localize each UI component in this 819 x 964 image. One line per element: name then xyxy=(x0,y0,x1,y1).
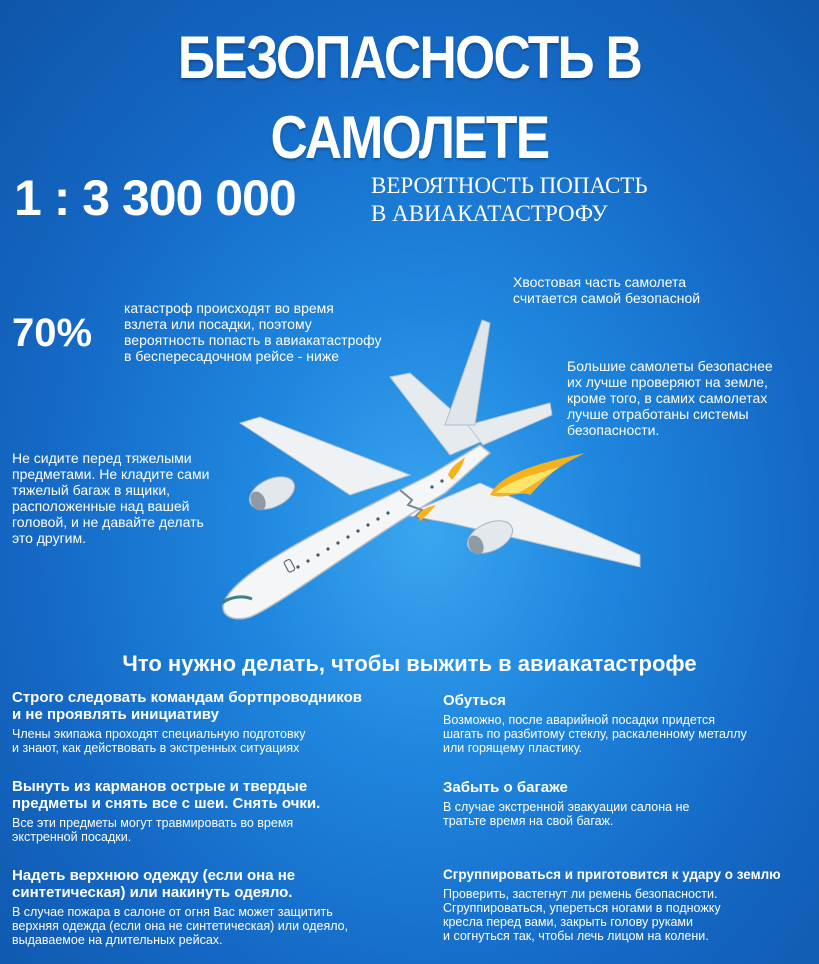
tail-fin xyxy=(445,320,490,425)
note-line: безопасности. xyxy=(567,422,660,438)
tip-text xyxy=(12,905,412,947)
tip-text-line: Проверить, застегнут ли ремень безопасности. xyxy=(443,887,718,901)
tip-put-on-shoes xyxy=(443,692,813,755)
probability-ratio: 1 : 3 300 000 xyxy=(14,170,296,226)
tip-heading xyxy=(12,778,412,812)
probability-caption xyxy=(371,172,771,228)
stabilizer-right xyxy=(468,403,552,445)
note-line: предметами. Не кладите сами xyxy=(12,466,210,482)
note-line: Большие самолеты безопаснее xyxy=(567,358,773,374)
tip-heading-line: Надеть верхнюю одежду (если она не xyxy=(12,867,296,884)
note-line: в беспересадочном рейсе - ниже xyxy=(124,348,339,364)
tip-text-line: и знают, как действовать в экстренных ситуациях xyxy=(12,741,300,755)
tip-heading xyxy=(443,779,813,796)
tip-wear-clothing xyxy=(12,867,412,947)
tip-heading-line: Строго следовать командам бортпроводников xyxy=(12,689,362,706)
tip-text-line: В случае экстренной эвакуации салона не xyxy=(443,800,690,814)
note-line: Не сидите перед тяжелыми xyxy=(12,450,192,466)
tip-text xyxy=(443,887,813,943)
note-line: кроме того, в самих самолетах xyxy=(567,390,768,406)
tip-text-line: выдаваемое на длительных рейсах. xyxy=(12,933,223,947)
percent-stat: 70% xyxy=(12,311,93,355)
tip-text-line: Члены экипажа проходят специальную подготовку xyxy=(12,727,306,741)
tip-heading xyxy=(12,689,412,723)
note-line: считается самой безопасной xyxy=(513,290,701,306)
tip-text-line: Сгруппироваться, упереться ногами в подножку xyxy=(443,901,721,915)
note-line: тяжелый багаж в ящики, xyxy=(12,482,171,498)
tip-heading xyxy=(443,866,813,883)
note-line: взлета или посадки, поэтому xyxy=(124,316,312,332)
tip-heading-line: и не проявлять инициативу xyxy=(12,706,219,723)
tip-text xyxy=(12,816,412,844)
airplane-illustration xyxy=(200,305,670,635)
probability-caption-line: В АВИАКАТАСТРОФУ xyxy=(371,201,608,226)
note-line: это другим. xyxy=(12,530,87,546)
page-title: БЕЗОПАСНОСТЬ В САМОЛЕТЕ xyxy=(177,24,642,171)
tip-forget-luggage xyxy=(443,779,813,828)
tip-heading-line: Сгруппироваться и приготовится к удару о землю xyxy=(443,867,781,882)
note-line: головой, и не давайте делать xyxy=(12,514,204,530)
tip-text-line: или горящему пластику. xyxy=(443,741,583,755)
tip-text-line: и согнуться так, чтобы лечь лицом на колени. xyxy=(443,929,709,943)
note-line: Хвостовая часть самолета xyxy=(513,274,687,290)
tip-heading-line: Вынуть из карманов острые и твердые xyxy=(12,778,308,795)
tip-follow-crew xyxy=(12,689,412,755)
tip-text xyxy=(443,800,813,828)
tip-text-line: тратьте время на свой багаж. xyxy=(443,814,614,828)
tip-text xyxy=(12,727,412,755)
tip-text-line: Возможно, после аварийной посадки придется xyxy=(443,713,716,727)
tip-heading-line: Обуться xyxy=(443,692,506,709)
note-line: расположенные над вашей xyxy=(12,498,190,514)
tip-text-line: Все эти предметы могут травмировать во время xyxy=(12,816,294,830)
probability-caption-line: ВЕРОЯТНОСТЬ ПОПАСТЬ xyxy=(371,173,648,198)
tail-safety-note xyxy=(513,274,773,306)
note-line: их лучше проверяют на земле, xyxy=(567,374,768,390)
survival-section-title: Что нужно делать, чтобы выжить в авиакатастрофе xyxy=(122,651,697,676)
tip-text-line: верхняя одежда (если она не синтетическая) или одеяло, xyxy=(12,919,349,933)
tip-text-line: экстренной посадки. xyxy=(12,830,132,844)
tip-remove-sharp-items xyxy=(12,778,412,844)
tip-text xyxy=(443,713,813,755)
tip-text-line: кресла перед вами, закрыть голову руками xyxy=(443,915,693,929)
engine-left xyxy=(244,470,299,516)
tip-text-line: шагать по разбитому стеклу, раскаленному металлу xyxy=(443,727,747,741)
note-line: катастроф происходят во время xyxy=(124,300,334,316)
tip-heading xyxy=(443,692,813,709)
tip-text-line: В случае пожара в салоне от огня Вас может защитить xyxy=(12,905,333,919)
note-line: лучше отработаны системы xyxy=(567,406,749,422)
tip-heading xyxy=(12,867,412,901)
note-line: вероятность попасть в авиакатастрофу xyxy=(124,332,382,348)
tip-heading-line: предметы и снять все с шеи. Снять очки. xyxy=(12,795,321,812)
tip-heading-line: Забыть о багаже xyxy=(443,779,568,796)
tip-brace-position xyxy=(443,866,813,943)
tip-heading-line: синтетическая) или накинуть одеяло. xyxy=(12,884,293,901)
